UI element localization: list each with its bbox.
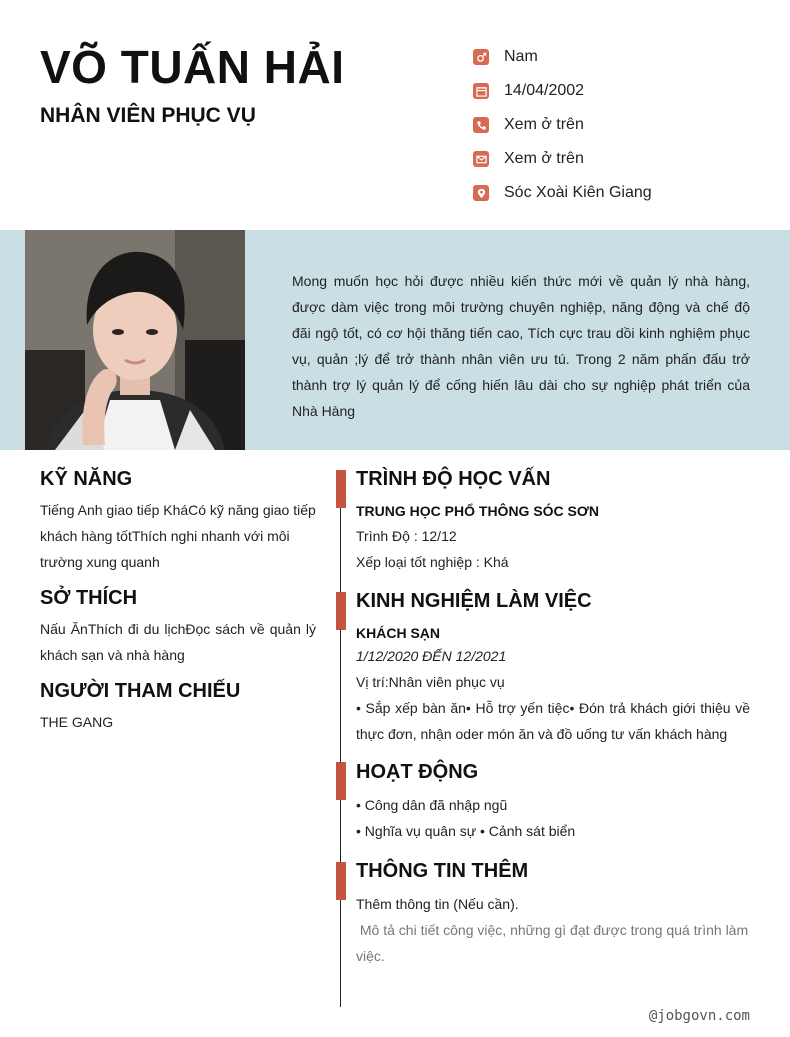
gender-icon xyxy=(473,49,489,65)
experience-period: 1/12/2020 ĐẾN 12/2021 xyxy=(356,648,507,664)
education-level: Trình Độ : 12/12 xyxy=(356,528,457,544)
references-text: THE GANG xyxy=(40,714,114,730)
phone-text: Xem ở trên xyxy=(504,116,584,133)
job-title: NHÂN VIÊN PHỤC VỤ xyxy=(40,104,256,127)
education-title: TRÌNH ĐỘ HỌC VẤN xyxy=(356,468,551,490)
career-objective: Mong muốn học hỏi được nhiều kiến thức mới về quản lý nhà hàng, được dàm việc trong môi trường chuyên nghiệp, năng động và chế độ đãi ngộ tốt, có cơ hội thăng tiến cao, Tích cực trau dồi kinh nghiệm phục vụ, quản ;lý để trở thành nhân viên ưu tú. Trong 2 năm phấn đấu trở thành trợ lý quản lý để cống hiến lâu dài cho sự nghiệp phát triển của Nhà Hàng xyxy=(292,273,750,419)
cv-header xyxy=(0,0,790,230)
additional-line-2: Mô tả chi tiết công việc, những gì đạt được trong quá trình làm việc. xyxy=(356,922,753,964)
experience-marker xyxy=(336,592,346,630)
gender-text: Nam xyxy=(504,48,538,65)
hobbies-section xyxy=(40,587,316,668)
additional-marker xyxy=(336,862,346,900)
activities-section xyxy=(356,761,750,844)
references-section xyxy=(40,680,316,735)
skills-title: KỸ NĂNG xyxy=(40,468,133,490)
contact-address xyxy=(473,176,773,210)
hobbies-text: Nấu ĂnThích đi du lịchĐọc sách về quản lý khách sạn và nhà hàng xyxy=(40,621,316,663)
contact-birthday xyxy=(473,74,773,108)
left-column xyxy=(40,468,316,735)
experience-section xyxy=(356,590,750,747)
contact-gender xyxy=(473,40,773,74)
experience-duties: • Sắp xếp bàn ăn• Hỗ trợ yến tiệc• Đón trả khách giới thiệu về thực đơn, nhận oder món ăn và đồ uống tư vấn khách hàng xyxy=(356,700,750,742)
activity-item: • Nghĩa vụ quân sự • Cảnh sát biển xyxy=(356,823,576,839)
experience-position: Vị trí:Nhân viên phục vụ xyxy=(356,674,505,690)
references-title: NGƯỜI THAM CHIẾU xyxy=(40,680,241,702)
footer-watermark: @jobgovn.com xyxy=(648,1008,750,1024)
additional-section xyxy=(356,860,753,969)
profile-photo xyxy=(25,230,245,450)
company-name: KHÁCH SẠN xyxy=(356,625,440,641)
activity-item: • Công dân đã nhập ngũ xyxy=(356,797,508,813)
contact-phone xyxy=(473,108,773,142)
hobbies-title: SỞ THÍCH xyxy=(40,587,138,609)
activities-marker xyxy=(336,762,346,800)
location-icon xyxy=(473,185,489,201)
timeline-divider xyxy=(340,470,341,1007)
birthday-text: 14/04/2002 xyxy=(504,82,585,99)
additional-line-1: Thêm thông tin (Nếu cần). xyxy=(356,896,519,912)
school-name: TRUNG HỌC PHỔ THÔNG SÓC SƠN xyxy=(356,503,599,519)
education-grade: Xếp loại tốt nghiệp : Khá xyxy=(356,554,509,570)
skills-section xyxy=(40,468,316,575)
phone-icon xyxy=(473,117,489,133)
additional-title: THÔNG TIN THÊM xyxy=(356,860,529,882)
activities-title: HOẠT ĐỘNG xyxy=(356,761,479,783)
candidate-name: VÕ TUẤN HẢI xyxy=(40,41,345,93)
email-text: Xem ở trên xyxy=(504,150,584,167)
email-icon xyxy=(473,151,489,167)
education-section xyxy=(356,468,750,575)
skills-text: Tiếng Anh giao tiếp KháCó kỹ năng giao tiếp khách hàng tốtThích nghi nhanh với môi trường xung quanh xyxy=(40,502,316,570)
contact-email xyxy=(473,142,773,176)
experience-title: KINH NGHIỆM LÀM VIỆC xyxy=(356,590,592,612)
education-marker xyxy=(336,470,346,508)
calendar-icon xyxy=(473,83,489,99)
contact-list xyxy=(473,40,773,210)
address-text: Sóc Xoài Kiên Giang xyxy=(504,184,652,201)
